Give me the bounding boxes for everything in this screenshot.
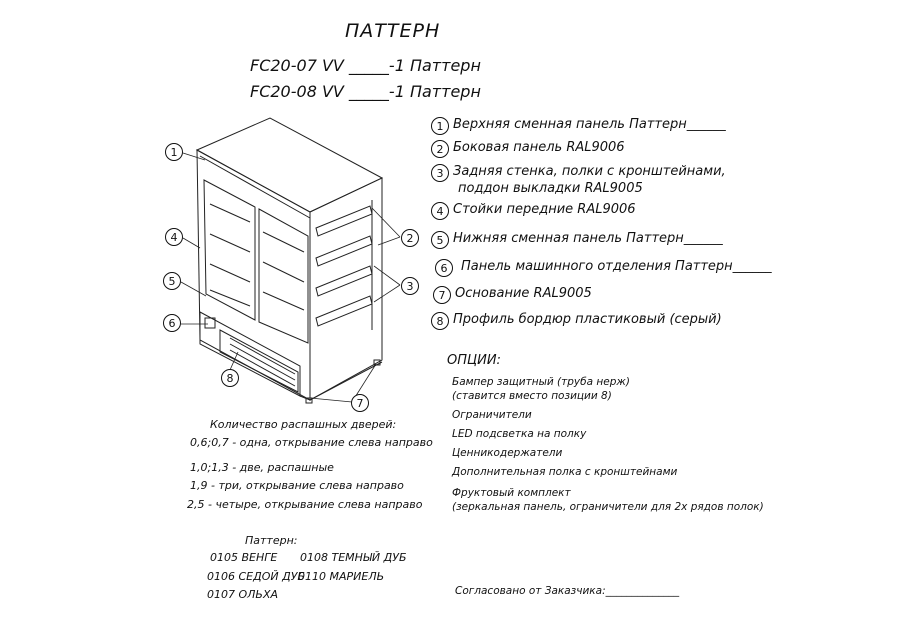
door-left (204, 180, 255, 320)
option-item: LED подсветка на полку (452, 428, 587, 440)
legend-text-1: Верхняя сменная панель Паттерн______ (453, 117, 726, 132)
legend-text-4: Стойки передние RAL9006 (453, 202, 636, 217)
pattern-item: 0106 СЕДОЙ ДУБ (207, 570, 305, 583)
option-item: Дополнительная полка с кронштейнами (452, 466, 678, 478)
pattern-item: 0107 ОЛЬХА (207, 588, 279, 601)
model-line-1: FC20-07 VV _____-1 Паттерн (250, 56, 481, 75)
callout-8: 8 (221, 369, 239, 387)
pattern-item: 0105 ВЕНГЕ (210, 551, 278, 564)
option-item: Ценникодержатели (452, 447, 563, 459)
option-item: (зеркальная панель, ограничители для 2х рядов полок) (452, 501, 764, 513)
legend-text-6: Панель машинного отделения Паттерн______ (461, 259, 772, 274)
legend-num-3: 3 (431, 164, 449, 182)
option-item: Ограничители (452, 409, 532, 421)
page-title: ПАТТЕРН (345, 20, 441, 42)
legend-text-3: Задняя стенка, полки с кронштейнами, (453, 164, 726, 179)
legend-num-2: 2 (431, 140, 449, 158)
callout-4: 4 (165, 228, 183, 246)
pattern-item: 0108 ТЕМНЫЙ ДУБ (300, 551, 407, 564)
callout-5: 5 (163, 272, 181, 290)
callout-6: 6 (163, 314, 181, 332)
legend-text-7: Основание RAL9005 (455, 286, 592, 301)
callout-1: 1 (165, 143, 183, 161)
model-line-2: FC20-08 VV _____-1 Паттерн (250, 82, 481, 101)
doors-row: 2,5 - четыре, открывание слева направо (187, 498, 423, 511)
doors-row: 0,6;0,7 - одна, открывание слева направо (190, 436, 433, 449)
option-item: Фруктовый комплект (452, 487, 571, 499)
callout-7: 7 (351, 394, 369, 412)
door-right (259, 209, 308, 343)
legend-num-5: 5 (431, 231, 449, 249)
legend-num-4: 4 (431, 202, 449, 220)
doors-row: 1,0;1,3 - две, распашные (190, 461, 334, 474)
legend-text-2: Боковая панель RAL9006 (453, 140, 625, 155)
legend-num-6: 6 (435, 259, 453, 277)
option-item: Бампер защитный (труба нерж) (452, 376, 630, 388)
patterns-title: Паттерн: (245, 534, 298, 547)
callout-2: 2 (401, 229, 419, 247)
options-title: ОПЦИИ: (447, 353, 501, 368)
legend-text-5: Нижняя сменная панель Паттерн______ (453, 231, 723, 246)
approval-line: Согласовано от Заказчика:______________ (455, 585, 680, 597)
option-item: (ставится вместо позиции 8) (452, 390, 612, 402)
doors-title: Количество распашных дверей: (210, 418, 397, 431)
callout-3: 3 (401, 277, 419, 295)
legend-num-8: 8 (431, 312, 449, 330)
legend-text-8: Профиль бордюр пластиковый (серый) (453, 312, 722, 327)
doors-row: 1,9 - три, открывание слева направо (190, 479, 404, 492)
legend-num-1: 1 (431, 117, 449, 135)
legend-text-3b: поддон выкладки RAL9005 (458, 181, 643, 196)
pattern-item: 0110 МАРИЕЛЬ (298, 570, 385, 583)
legend-num-7: 7 (433, 286, 451, 304)
